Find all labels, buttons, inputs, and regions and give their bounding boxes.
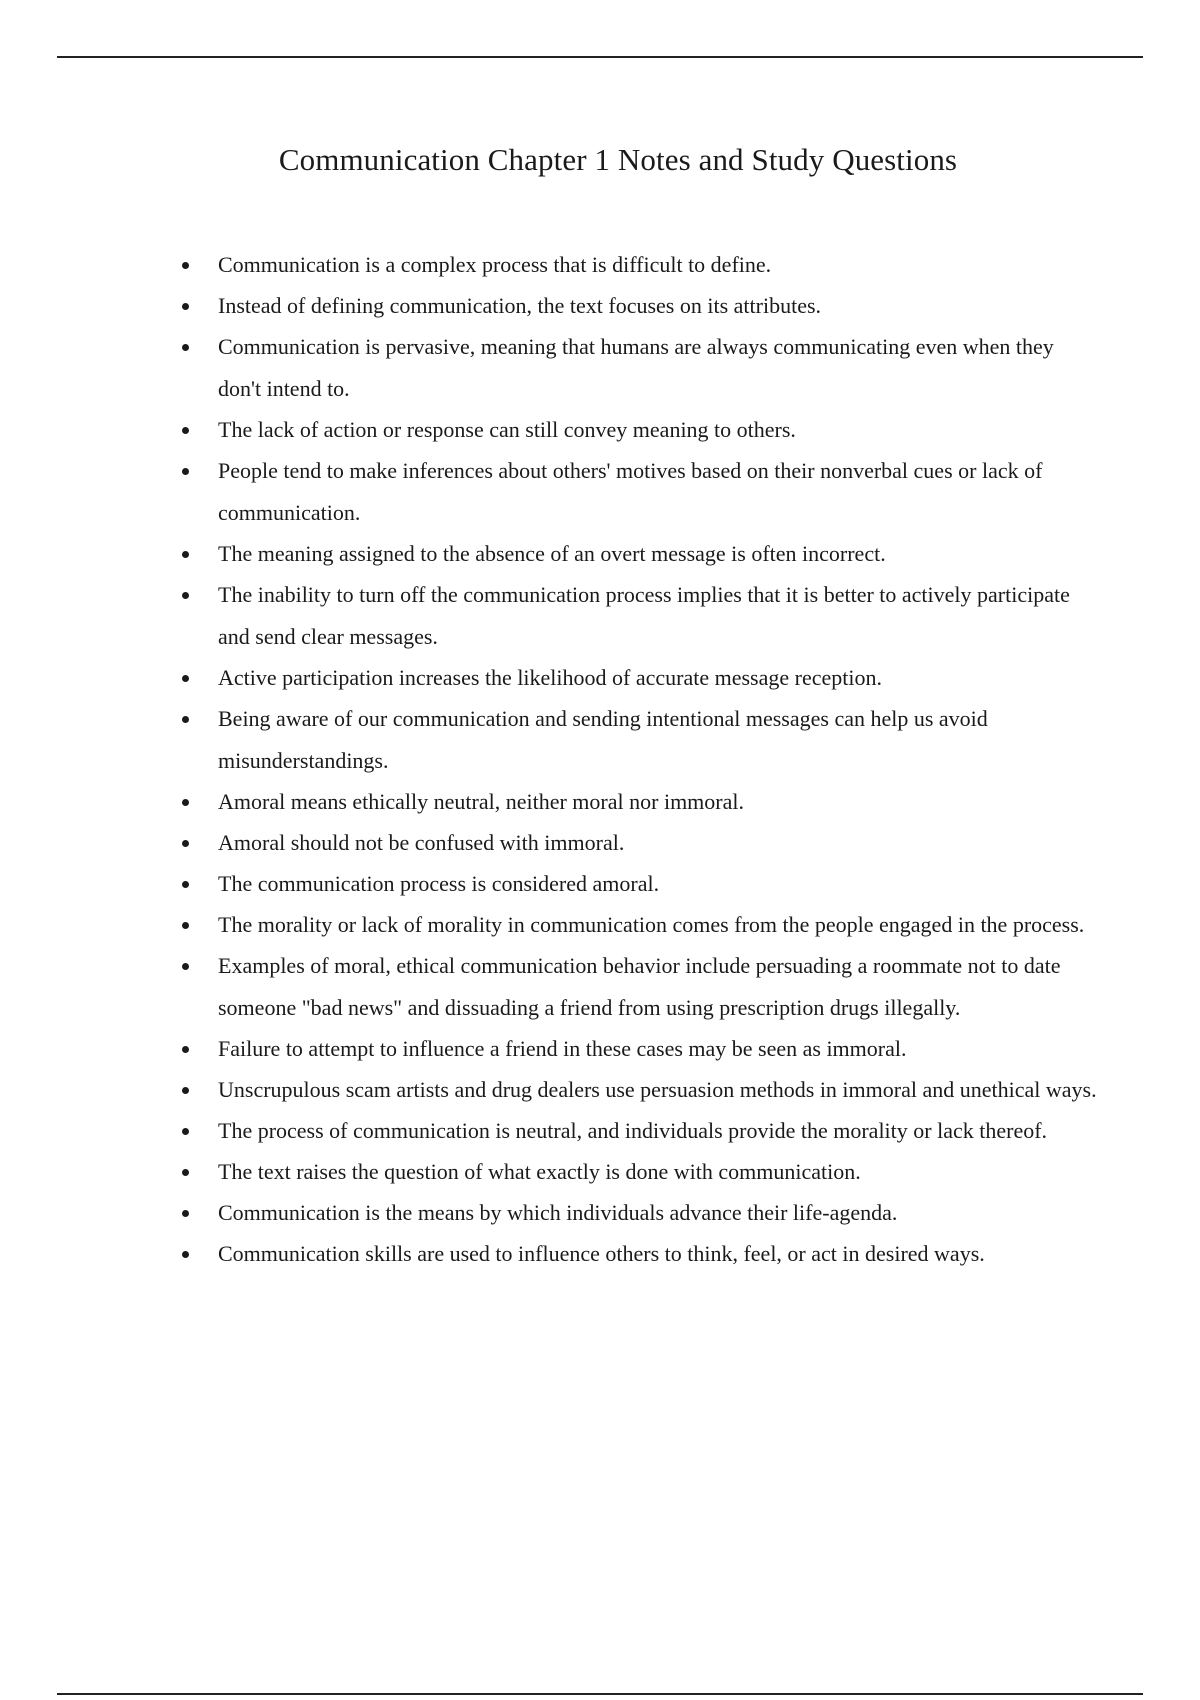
footer-rule — [57, 1693, 1143, 1695]
note-text: Communication is pervasive, meaning that humans are always communicating even when they don't intend to. — [218, 334, 1054, 401]
bullet-icon — [182, 881, 189, 888]
note-text: The inability to turn off the communication process implies that it is better to actively participate and send clear messages. — [218, 582, 1070, 649]
bullet-icon — [182, 840, 189, 847]
note-text: Communication is the means by which individuals advance their life-agenda. — [218, 1200, 898, 1225]
list-item — [170, 533, 1100, 575]
list-item — [170, 863, 1100, 905]
list-item — [170, 1151, 1100, 1193]
bullet-icon — [182, 1251, 189, 1258]
list-item — [170, 244, 1100, 286]
bullet-icon — [182, 262, 189, 269]
list-item — [170, 1110, 1100, 1152]
bullet-icon — [182, 551, 189, 558]
bullet-icon — [182, 1128, 189, 1135]
list-item — [170, 945, 1100, 1029]
list-item — [170, 285, 1100, 327]
list-item — [170, 574, 1100, 658]
note-text: The text raises the question of what exactly is done with communication. — [218, 1159, 861, 1184]
note-text: Amoral should not be confused with immoral. — [218, 830, 625, 855]
note-text: Communication skills are used to influence others to think, feel, or act in desired ways. — [218, 1241, 985, 1266]
bullet-icon — [182, 344, 189, 351]
note-text: Instead of defining communication, the text focuses on its attributes. — [218, 293, 822, 318]
bullet-icon — [182, 468, 189, 475]
list-item — [170, 326, 1100, 410]
note-text: The communication process is considered amoral. — [218, 871, 660, 896]
note-text: Active participation increases the likelihood of accurate message reception. — [218, 665, 882, 690]
note-text: Failure to attempt to influence a friend in these cases may be seen as immoral. — [218, 1036, 907, 1061]
bullet-icon — [182, 922, 189, 929]
list-item — [170, 781, 1100, 823]
bullet-icon — [182, 592, 189, 599]
bullet-icon — [182, 1046, 189, 1053]
bullet-icon — [182, 1210, 189, 1217]
list-item — [170, 1028, 1100, 1070]
bullet-icon — [182, 1169, 189, 1176]
note-text: The meaning assigned to the absence of an overt message is often incorrect. — [218, 541, 886, 566]
note-text: The morality or lack of morality in communication comes from the people engaged in the process. — [218, 912, 1085, 937]
list-item — [170, 409, 1100, 451]
document-title: Communication Chapter 1 Notes and Study Questions — [278, 142, 958, 177]
note-text: Unscrupulous scam artists and drug dealers use persuasion methods in immoral and unethical ways. — [218, 1077, 1097, 1102]
bullet-icon — [182, 303, 189, 310]
list-item — [170, 1069, 1100, 1111]
bullet-icon — [182, 427, 189, 434]
note-text: Examples of moral, ethical communication behavior include persuading a roommate not to date someone "bad news" and dissuading a friend from using prescription drugs illegally. — [218, 953, 1061, 1020]
header-rule — [57, 56, 1143, 58]
list-item — [170, 698, 1100, 782]
notes-list — [170, 244, 1100, 1274]
list-item — [170, 1233, 1100, 1275]
bullet-icon — [182, 799, 189, 806]
note-text: Amoral means ethically neutral, neither moral nor immoral. — [218, 789, 744, 814]
list-item — [170, 1192, 1100, 1234]
bullet-icon — [182, 675, 189, 682]
bullet-icon — [182, 963, 189, 970]
bullet-icon — [182, 1087, 189, 1094]
note-text: People tend to make inferences about others' motives based on their nonverbal cues or lack of communication. — [218, 458, 1043, 525]
note-text: Communication is a complex process that is difficult to define. — [218, 252, 772, 277]
list-item — [170, 822, 1100, 864]
bullet-icon — [182, 716, 189, 723]
list-item — [170, 657, 1100, 699]
list-item — [170, 904, 1100, 946]
note-text: The process of communication is neutral, and individuals provide the morality or lack thereof. — [218, 1118, 1048, 1143]
note-text: The lack of action or response can still convey meaning to others. — [218, 417, 796, 442]
list-item — [170, 450, 1100, 534]
note-text: Being aware of our communication and sending intentional messages can help us avoid misunderstandings. — [218, 706, 988, 773]
